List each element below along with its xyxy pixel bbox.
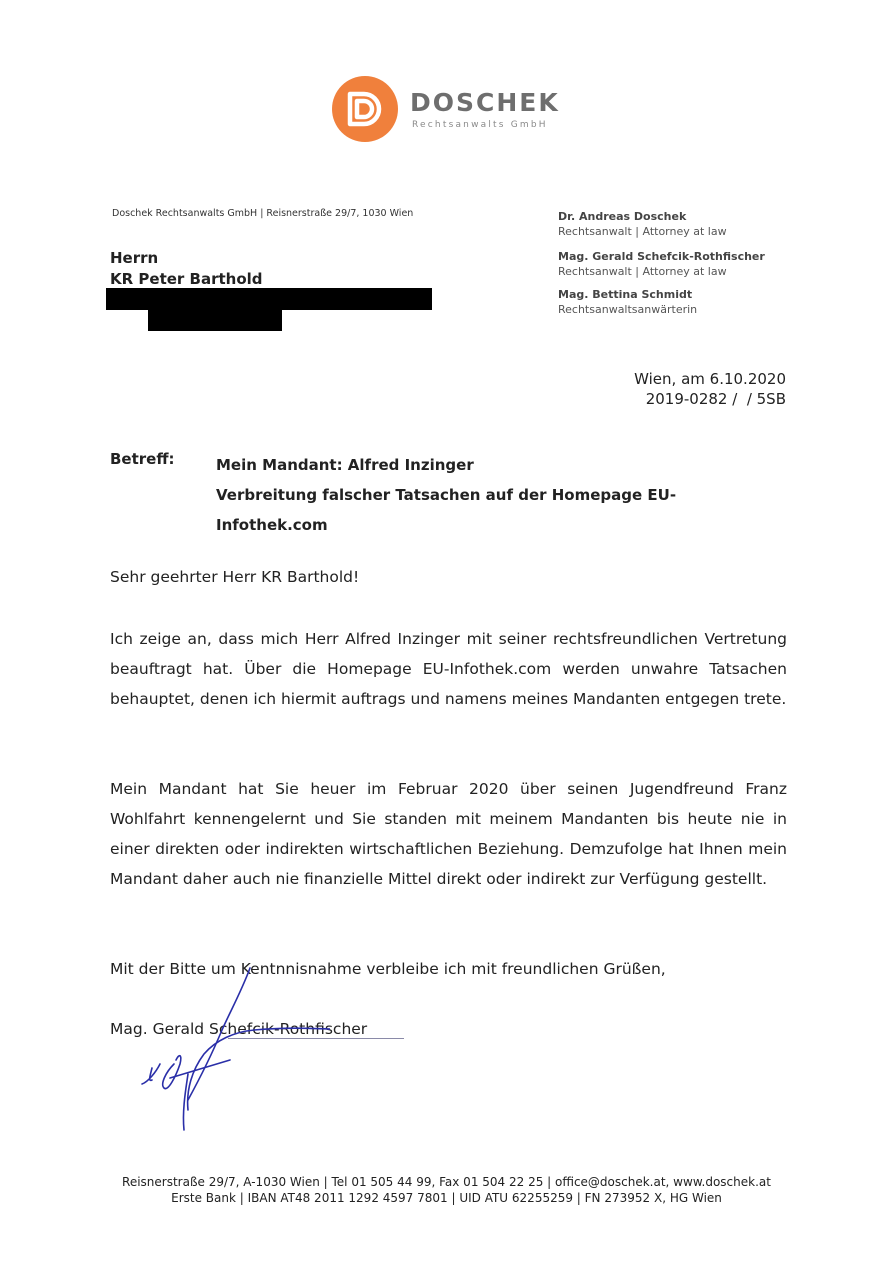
attorney-role: Rechtsanwalt | Attorney at law bbox=[558, 225, 727, 238]
signatory-name: Mag. Gerald Schefcik-Rothfischer bbox=[110, 1020, 368, 1038]
greeting: Sehr geehrter Herr KR Barthold! bbox=[110, 568, 360, 586]
redaction-bar bbox=[148, 308, 282, 331]
attorney-role: Rechtsanwaltsanwärterin bbox=[558, 303, 698, 316]
sender-address-line: Doschek Rechtsanwalts GmbH | Reisnerstraße 29/7, 1030 Wien bbox=[112, 208, 414, 219]
attorney-role: Rechtsanwalt | Attorney at law bbox=[558, 265, 727, 278]
attorney-entry bbox=[558, 287, 697, 317]
subject-line-2: Verbreitung falscher Tatsachen auf der Homepage EU-Infothek.com bbox=[216, 486, 677, 534]
doschek-d-logo-icon bbox=[332, 76, 398, 142]
date-reference-block bbox=[486, 369, 786, 409]
attorney-entry bbox=[558, 209, 727, 239]
attorney-name: Mag. Bettina Schmidt bbox=[558, 288, 693, 301]
subject-text bbox=[216, 450, 756, 540]
footer-contact-line: Reisnerstraße 29/7, A-1030 Wien | Tel 01 505 44 99, Fax 01 504 22 25 | office@doschek.at, www.doschek.at bbox=[122, 1175, 771, 1189]
recipient-block bbox=[110, 248, 263, 290]
brand-subtitle: Rechtsanwalts GmbH bbox=[412, 120, 548, 130]
body-paragraph: Ich zeige an, dass mich Herr Alfred Inzinger mit seiner rechtsfreundlichen Vertretung beauftragt hat. Über die Homepage EU-Infothek.com werden unwahre Tatsachen behauptet, denen ich hiermit auftrags und namens meines Mandanten entgegen trete. bbox=[110, 630, 787, 708]
body-paragraph: Mein Mandant hat Sie heuer im Februar 2020 über seinen Jugendfreund Franz Wohlfahrt kennengelernt und Sie standen mit meinem Mandanten bis heute nie in einer direkten oder indirekten wirtschaftlichen Beziehung. Demzufolge hat Ihnen mein Mandant daher auch nie finanzielle Mittel direkt oder indirekt zur Verfügung gestellt. bbox=[110, 780, 787, 888]
subject-label: Betreff: bbox=[110, 450, 175, 468]
brand-name: DOSCHEK bbox=[410, 88, 560, 117]
handwritten-signature bbox=[130, 960, 330, 1140]
reference-number: 2019-0282 / / 5SB bbox=[645, 390, 786, 408]
date-line: Wien, am 6.10.2020 bbox=[634, 370, 786, 388]
subject-line-1: Mein Mandant: Alfred Inzinger bbox=[216, 456, 474, 474]
attorney-name: Mag. Gerald Schefcik-Rothfischer bbox=[558, 250, 765, 263]
redaction-bar bbox=[106, 288, 432, 310]
recipient-salutation: Herrn bbox=[110, 249, 159, 267]
footer-bank-line: Erste Bank | IBAN AT48 2011 1292 4597 7801 | UID ATU 62255259 | FN 273952 X, HG Wien bbox=[171, 1191, 722, 1205]
recipient-name: KR Peter Barthold bbox=[110, 270, 263, 288]
attorney-entry bbox=[558, 249, 765, 279]
closing-line: Mit der Bitte um Kentnnisnahme verbleibe ich mit freundlichen Grüßen, bbox=[110, 960, 666, 978]
footer bbox=[0, 1174, 893, 1206]
attorney-name: Dr. Andreas Doschek bbox=[558, 210, 687, 223]
